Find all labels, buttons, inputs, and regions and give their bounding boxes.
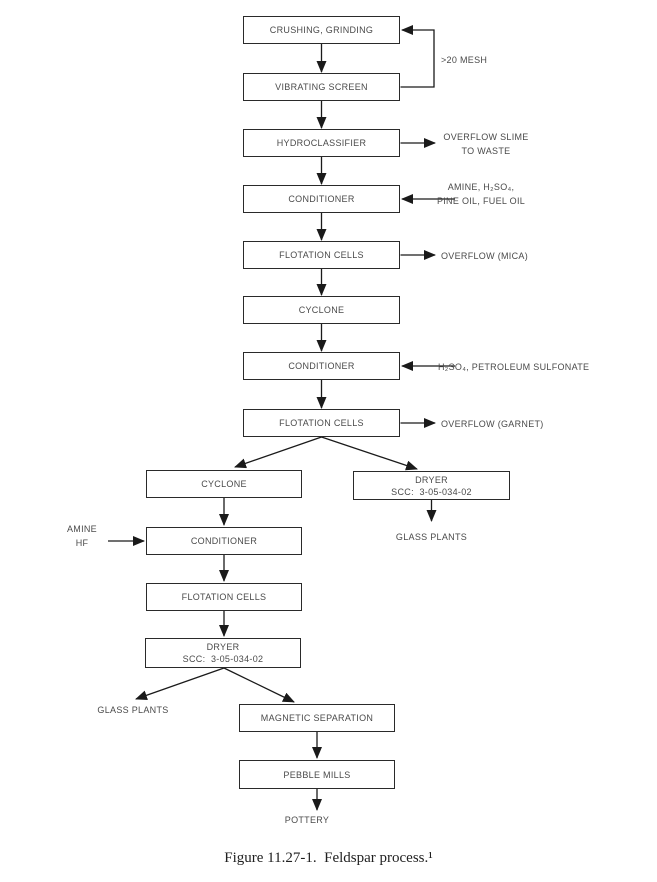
process-box-dryer-left	[145, 638, 301, 668]
box-label: PEBBLE MILLS	[283, 769, 351, 780]
box-label: DRYER	[206, 642, 240, 652]
process-box-dryer-right	[353, 471, 510, 500]
label-20-mesh: >20 MESH	[441, 55, 488, 65]
label-pottery: POTTERY	[284, 815, 330, 825]
box-label: FLOTATION CELLS	[279, 250, 364, 260]
process-box-cyclone-1	[243, 296, 400, 324]
label-glass-plants-right: GLASS PLANTS	[395, 532, 468, 542]
box-scc-code: SCC: 3-05-034-02	[391, 486, 472, 497]
label-h2so4-petroleum-sulfonate: H₂SO₄, PETROLEUM SULFONATE	[438, 362, 590, 372]
label-overflow-mica: OVERFLOW (MICA)	[441, 251, 528, 261]
box-label: FLOTATION CELLS	[181, 592, 267, 602]
process-box-vibrating-screen	[243, 73, 400, 101]
process-box-flotation-cells-2	[243, 409, 400, 437]
process-box-conditioner-1	[243, 185, 400, 213]
process-box-conditioner-2	[243, 352, 400, 380]
arrow-flotation2-to-cyclone2	[235, 437, 322, 467]
box-label: CONDITIONER	[288, 361, 355, 371]
process-box-flotation-cells-3	[146, 583, 302, 611]
box-label: VIBRATING SCREEN	[275, 82, 368, 92]
box-label: CYCLONE	[298, 305, 345, 315]
process-box-pebble-mills	[239, 760, 395, 789]
box-label: CYCLONE	[201, 479, 247, 489]
box-label: CONDITIONER	[288, 194, 355, 204]
process-box-cyclone-2	[146, 470, 302, 498]
box-label: MAGNETIC SEPARATION	[260, 713, 374, 723]
label-overflow-slime-to-waste: OVERFLOW SLIME TO WASTE	[443, 132, 529, 156]
arrow-recycle-20mesh	[401, 30, 435, 87]
box-scc-code: SCC: 3-05-034-02	[182, 654, 264, 664]
process-box-conditioner-3	[146, 527, 302, 555]
box-label: DRYER	[415, 474, 448, 485]
arrow-flotation2-to-dryer-right	[322, 437, 418, 469]
process-box-hydroclassifier	[243, 129, 400, 157]
label-overflow-garnet: OVERFLOW (GARNET)	[441, 419, 544, 429]
figure-caption: Figure 11.27-1. Feldspar process.¹	[224, 850, 433, 866]
box-label: CONDITIONER	[190, 536, 258, 546]
box-label: HYDROCLASSIFIER	[276, 138, 367, 148]
arrow-dryer-left-to-magnetic	[224, 668, 294, 702]
label-glass-plants-left: GLASS PLANTS	[97, 705, 169, 715]
label-amine-reagents: AMINE, H₂SO₄, PINE OIL, FUEL OIL	[436, 182, 526, 206]
box-label: CRUSHING, GRINDING	[269, 25, 374, 35]
process-box-flotation-cells-1	[243, 241, 400, 269]
label-amine-hf: AMINE HF	[66, 524, 97, 548]
process-box-magnetic-separation	[239, 704, 395, 732]
box-label: FLOTATION CELLS	[279, 418, 364, 428]
arrow-dryer-left-to-glass-plants	[136, 668, 224, 699]
process-box-crushing-grinding	[243, 16, 400, 44]
